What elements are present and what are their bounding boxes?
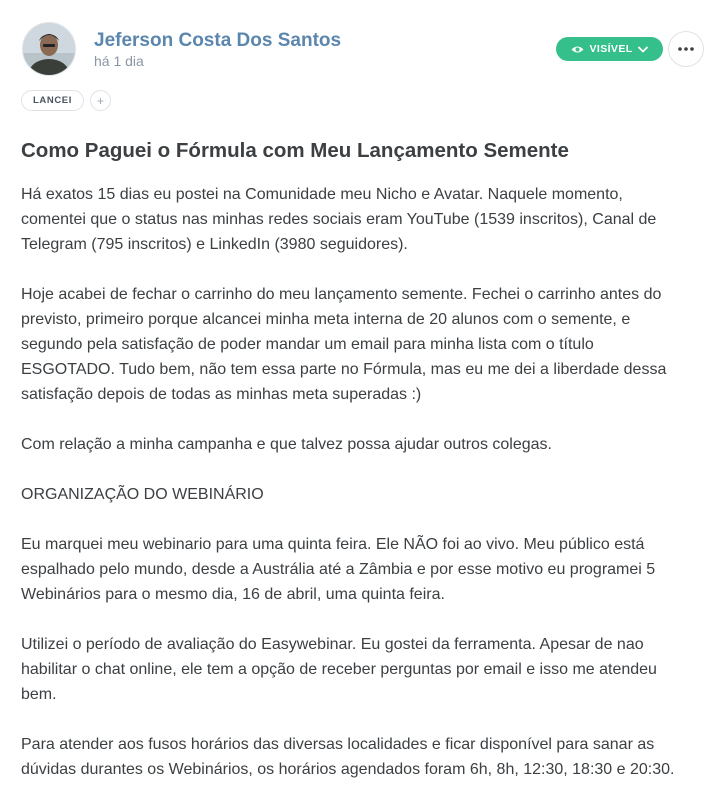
more-options-button[interactable] [668,31,704,67]
post-body [21,182,711,807]
author-name[interactable]: Jeferson Costa Dos Santos [94,30,342,51]
add-tag-button[interactable]: + [90,90,111,111]
user-photo-icon [23,23,75,75]
chevron-down-icon [638,46,648,53]
section-heading: ORGANIZAÇÃO DO WEBINÁRIO [21,486,264,503]
visibility-label: VISÍVEL [589,43,633,55]
paragraph: Para atender aos fusos horários das diversas localidades e ficar disponível para sanar as dúvidas durantes os Webinários, os horários agendados foram 6h, 8h, 12:30, 18:30 e 20:30. [21,736,675,778]
tag-lancei[interactable]: LANCEI [21,90,84,111]
paragraph: Há exatos 15 dias eu postei na Comunidade meu Nicho e Avatar. Naquele momento, comentei que o status nas minhas redes sociais eram YouTube (1539 inscritos), Canal de Telegram (795 inscritos) e LinkedIn (3980 seguidores). [21,186,657,253]
visibility-dropdown-button[interactable] [556,37,663,61]
paragraph: Hoje acabei de fechar o carrinho do meu lançamento semente. Fechei o carrinho antes do previsto, primeiro porque alcancei minha meta interna de 20 alunos com o semente, e segundo pela satisfação de poder mandar um email para minha lista com o título ESGOTADO. Tudo bem, não tem essa parte no Fórmula, mas eu me dei a liberdade dessa satisfação depois de todas as minhas meta superadas :) [21,286,667,403]
post-time: há 1 dia [94,53,144,69]
more-dots-icon [678,47,694,51]
post-title: Como Paguei o Fórmula com Meu Lançamento Semente [21,139,569,162]
avatar[interactable] [22,22,76,76]
paragraph: Com relação a minha campanha e que talvez possa ajudar outros colegas. [21,436,552,453]
paragraph: Eu marquei meu webinario para uma quinta feira. Ele NÃO foi ao vivo. Meu público está espalhado pelo mundo, desde a Austrália até a Zâmbia e por esse motivo eu programei 5 Webinários para o mesmo dia, 16 de abril, uma quinta feira. [21,536,656,603]
paragraph: Utilizei o período de avaliação do Easywebinar. Eu gostei da ferramenta. Apesar de nao habilitar o chat online, ele tem a opção de receber perguntas por email e isso me atendeu bem. [21,636,657,703]
eye-icon [571,45,584,54]
